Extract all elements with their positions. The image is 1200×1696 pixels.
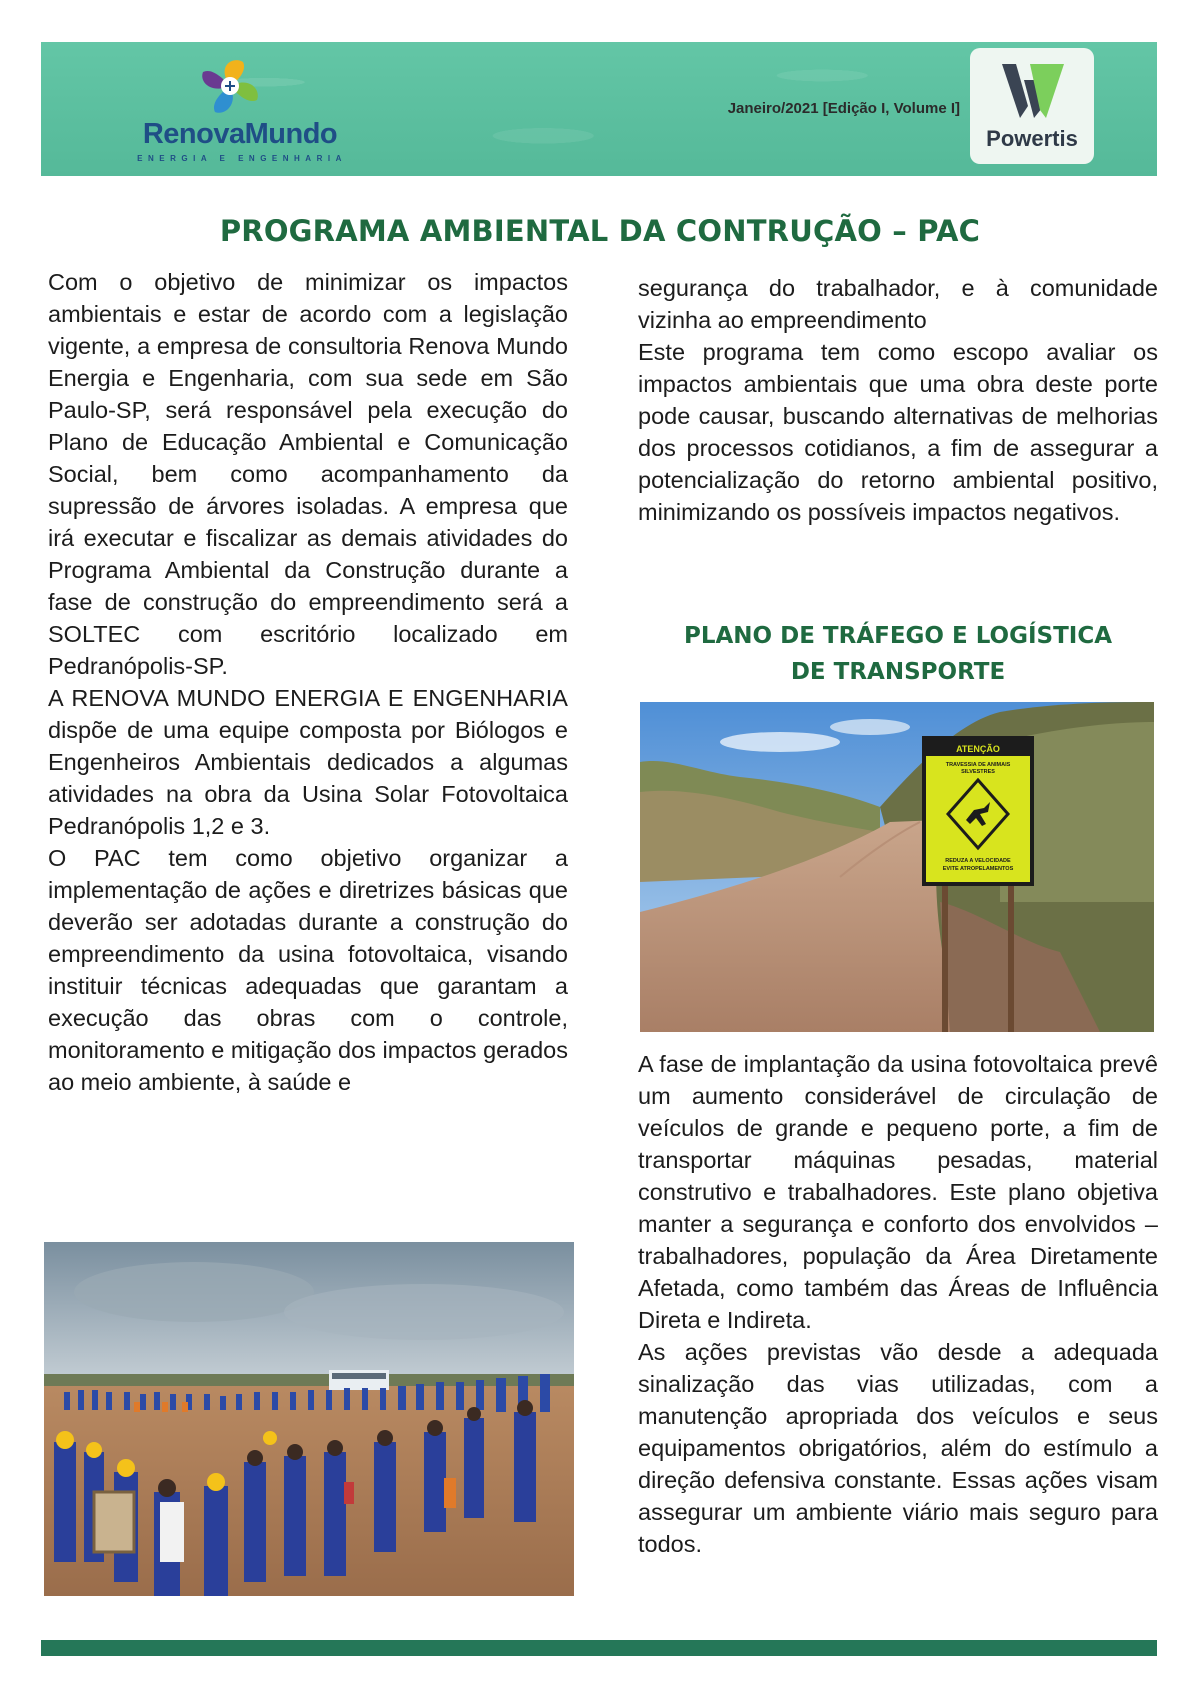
left-paragraph-1: Com o objetivo de minimizar os impactos ambientais e estar de acordo com a legislação vigente, a empresa de consultoria Renova Mundo Energia e Engenharia, com sua sede em São Paulo-SP, será responsável pela execução do Plano de Educação Ambiental e Comunicação Social, bem como acompanhamento da supressão de árvores isoladas. A empresa que irá executar e fiscalizar as demais atividades do Programa Ambiental da Construção durante a fase de construção do empreendimento será a SOLTEC com escritório localizado em Pedranópolis-SP. xyxy=(48,269,568,679)
sign-line-2-text: SILVESTRES xyxy=(961,769,995,775)
renova-mundo-name: RenovaMundo xyxy=(142,118,338,150)
right-paragraph-2: Este programa tem como escopo avaliar os impactos ambientais que uma obra deste porte pode causar, buscando alternativas de melhorias dos processos cotidianos, a fim de assegurar a potencialização do retorno ambiental positivo, minimizando os possíveis impactos negativos. xyxy=(638,339,1158,525)
right-column-bottom xyxy=(638,1048,1158,1560)
right-paragraph-4: As ações previstas vão desde a adequada sinalização das vias utilizadas, com a manutenção apropriada dos veículos e seus equipamentos obrigatórios, além do estímulo a direção defensiva constante. Essas ações visam assegurar um ambiente viário mais seguro para todos. xyxy=(638,1339,1158,1557)
powertis-logo xyxy=(970,48,1094,164)
section-title xyxy=(638,618,1158,690)
section-title-line-2: DE TRANSPORTE xyxy=(790,659,1006,685)
sign-footer-1-text: REDUZA A VELOCIDADE xyxy=(945,858,1011,864)
sign-line-1-text: TRAVESSIA DE ANIMAIS xyxy=(945,762,1011,768)
renova-mundo-subtitle: ENERGIA E ENGENHARIA xyxy=(137,154,347,163)
sign-footer-2-text: EVITE ATROPELAMENTOS xyxy=(942,866,1014,872)
sign-header-text: ATENÇÃO xyxy=(956,744,1000,754)
edition-label: Janeiro/2021 [Edição I, Volume I] xyxy=(727,100,960,117)
powertis-w-icon xyxy=(1002,60,1064,122)
footer-bar xyxy=(41,1640,1157,1656)
renova-mundo-symbol-icon xyxy=(195,54,265,118)
section-title-line-1: PLANO DE TRÁFEGO E LOGÍSTICA xyxy=(683,623,1113,649)
road-sign-photo xyxy=(640,702,1154,1032)
left-column xyxy=(48,266,568,1098)
right-paragraph-1: segurança do trabalhador, e à comunidade vizinha ao empreendimento xyxy=(638,275,1158,333)
powertis-name: Powertis xyxy=(986,126,1078,151)
workers-meeting-photo xyxy=(44,1242,574,1596)
left-paragraph-2: A RENOVA MUNDO ENERGIA E ENGENHARIA dispõe de uma equipe composta por Biólogos e Engenheiros Ambientais dedicados a algumas atividades na obra da Usina Solar Fotovoltaica Pedranópolis 1,2 e 3. xyxy=(48,685,568,839)
left-paragraph-3: O PAC tem como objetivo organizar a implementação de ações e diretrizes básicas que deverão ser adotadas durante a construção do empreendimento da usina fotovoltaica, visando instituir técnicas adequadas que garantam a execução das obras com o controle, monitoramento e mitigação dos impactos gerados ao meio ambiente, à saúde e xyxy=(48,845,568,1095)
right-paragraph-3: A fase de implantação da usina fotovoltaica prevê um aumento considerável de circulação de veículos de grande e pequeno porte, a fim de transportar máquinas pesadas, material construtivo e trabalhadores. Este plano objetiva manter a segurança e conforto dos envolvidos – trabalhadores, população da Área Diretamente Afetada, como também das Áreas de Influência Direta e Indireta. xyxy=(638,1051,1158,1333)
right-column-top xyxy=(638,272,1158,528)
page-title: PROGRAMA AMBIENTAL DA CONTRUÇÃO – PAC xyxy=(219,214,981,248)
renova-mundo-logo xyxy=(120,54,360,170)
